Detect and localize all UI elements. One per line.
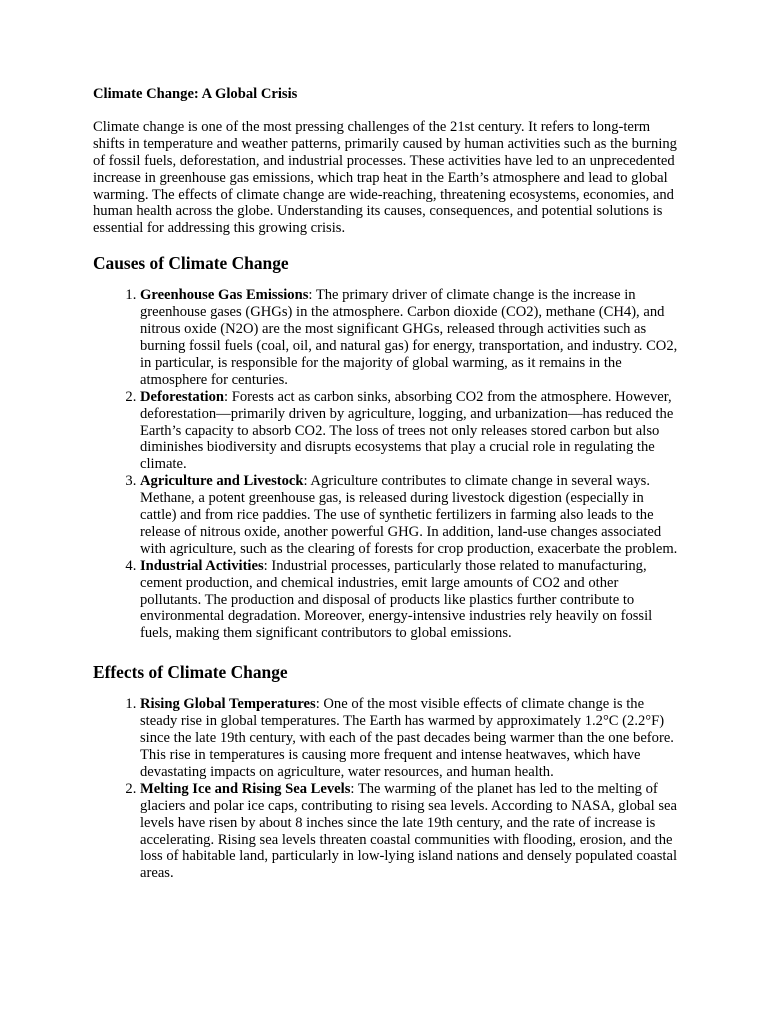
list-item-term: Deforestation [140,388,225,405]
effects-list [93,696,678,882]
list-item [140,473,678,558]
list-item [140,287,678,388]
list-item-text: : Industrial processes, particularly those related to manufacturing, cement production, and chemical industries, emit large amounts of CO2 and other pollutants. The production and disposal of products like plastics further contribute to environmental degradation. Moreover, energy-intensive industries rely heavily on fossil fuels, making them significant contributors to global emissions. [140,557,653,642]
list-item [140,558,678,643]
list-item-text: : Agriculture contributes to climate change in several ways. Methane, a potent greenhouse gas, is released during livestock digestion (especially in cattle) and from rice paddies. The use of synthetic fertilizers in farming also leads to the release of nitrous oxide, another powerful GHG. In addition, land-use changes associated with agriculture, such as the clearing of forests for crop production, exacerbate the problem. [140,473,678,557]
document-title: Climate Change: A Global Crisis [93,86,298,102]
list-item-text: : The warming of the planet has led to the melting of glaciers and polar ice caps, contributing to rising sea levels. According to NASA, global sea levels have risen by about 8 inches since the late 19th century, and the rate of increase is accelerating. Rising sea levels threaten coastal communities with flooding, erosion, and the loss of habitable land, particularly in low-lying island nations and densely populated coastal areas. [140,780,678,882]
intro-paragraph: Climate change is one of the most pressing challenges of the 21st century. It refers to long-term shifts in temperature and weather patterns, primarily caused by human activities such as the burning of fossil fuels, deforestation, and industrial processes. These activities have led to an unprecedented increase in greenhouse gas emissions, which trap heat in the Earth’s atmosphere and lead to global warming. The effects of climate change are wide-reaching, threatening ecosystems, economies, and human health across the globe. Understanding its causes, consequences, and potential solutions is essential for addressing this growing crisis. [93,118,677,237]
document-page [93,86,678,902]
list-item-term: Agriculture and Livestock [140,473,304,490]
list-item-text: : One of the most visible effects of climate change is the steady rise in global temperatures. The Earth has warmed by approximately 1.2°C (2.2°F) since the late 19th century, with each of the past decades being warmer than the one before. This rise in temperatures is causing more frequent and intense heatwaves, which have devastating impacts on agriculture, water resources, and human health. [140,696,674,780]
causes-heading: Causes of Climate Change [93,253,289,274]
list-item [140,781,678,882]
list-item [140,696,678,781]
effects-heading: Effects of Climate Change [93,662,288,683]
list-item-text: : Forests act as carbon sinks, absorbing CO2 from the atmosphere. However, deforestation—primarily driven by agriculture, logging, and urbanization—has reduced the Earth’s capacity to absorb CO2. The loss of trees not only releases stored carbon but also diminishes biodiversity and disrupts ecosystems that play a crucial role in regulating the climate. [140,388,674,473]
list-item-text: : The primary driver of climate change is the increase in greenhouse gases (GHGs) in the atmosphere. Carbon dioxide (CO2), methane (CH4), and nitrous oxide (N2O) are the most significant GHGs, released through activities such as burning fossil fuels (coal, oil, and natural gas) for energy, transportation, and industry. CO2, in particular, is responsible for the majority of global warming, as it remains in the atmosphere for centuries. [140,287,678,388]
list-item-term: Rising Global Temperatures [140,696,316,713]
list-item-term: Industrial Activities [140,557,264,574]
causes-list [93,287,678,642]
list-item [140,389,678,474]
list-item-term: Melting Ice and Rising Sea Levels [140,780,351,797]
list-item-term: Greenhouse Gas Emissions [140,287,309,304]
